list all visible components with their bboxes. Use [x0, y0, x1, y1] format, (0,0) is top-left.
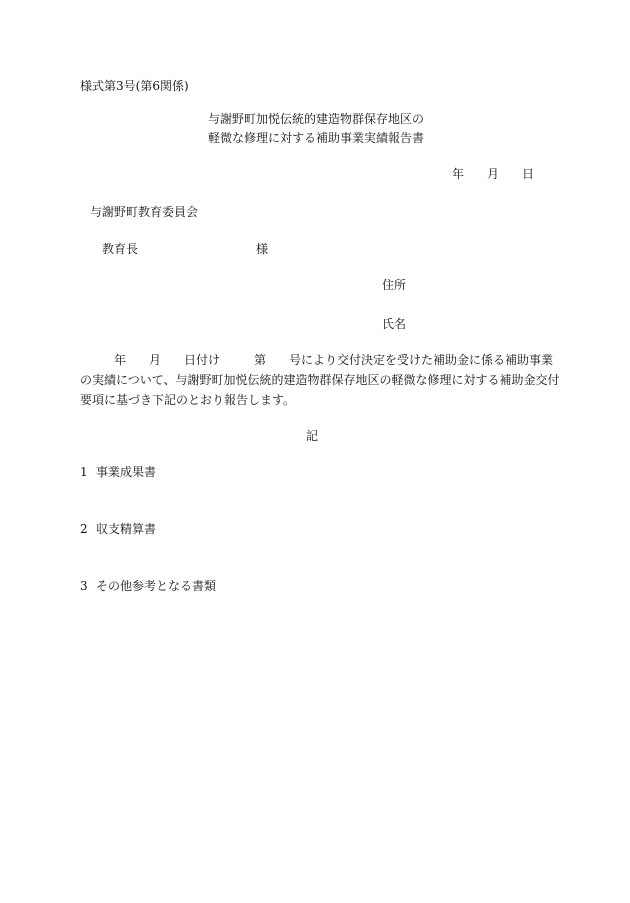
item-label: 事業成果書 — [96, 465, 157, 479]
item-label: その他参考となる書類 — [96, 579, 217, 593]
document-title-line-2: 軽微な修理に対する補助事業実績報告書 — [208, 131, 425, 145]
body-year-label: 年 — [114, 353, 127, 367]
body-paragraph-line-2: の実績について、与謝野町加悦伝統的建造物群保存地区の軽微な修理に対する補助金交付 — [80, 373, 560, 387]
recipient-organization: 与謝野町教育委員会 — [90, 205, 199, 219]
body-month-label: 月 — [149, 353, 162, 367]
body-dated-label: 日付け — [184, 353, 221, 367]
ki-heading: 記 — [306, 429, 319, 443]
body-line-1-rest: 号により交付決定を受けた補助金に係る補助事業 — [289, 353, 554, 367]
item-number: 3 — [80, 579, 88, 593]
recipient-title: 教育長 — [102, 242, 139, 256]
recipient-honorific: 様 — [256, 242, 269, 256]
date-day-label: 日 — [522, 167, 535, 181]
document-title-line-1: 与謝野町加悦伝統的建造物群保存地区の — [208, 112, 425, 126]
form-number: 様式第3号(第6関係) — [80, 79, 189, 93]
item-label: 収支精算書 — [96, 522, 157, 536]
applicant-address-label: 住所 — [382, 278, 407, 292]
date-year-label: 年 — [452, 167, 465, 181]
body-paragraph-line-3: 要項に基づき下記のとおり報告します。 — [80, 393, 296, 407]
item-number: 2 — [80, 522, 88, 536]
date-month-label: 月 — [487, 167, 500, 181]
applicant-name-label: 氏名 — [382, 317, 407, 331]
item-number: 1 — [80, 465, 88, 479]
body-dai-label: 第 — [254, 353, 267, 367]
